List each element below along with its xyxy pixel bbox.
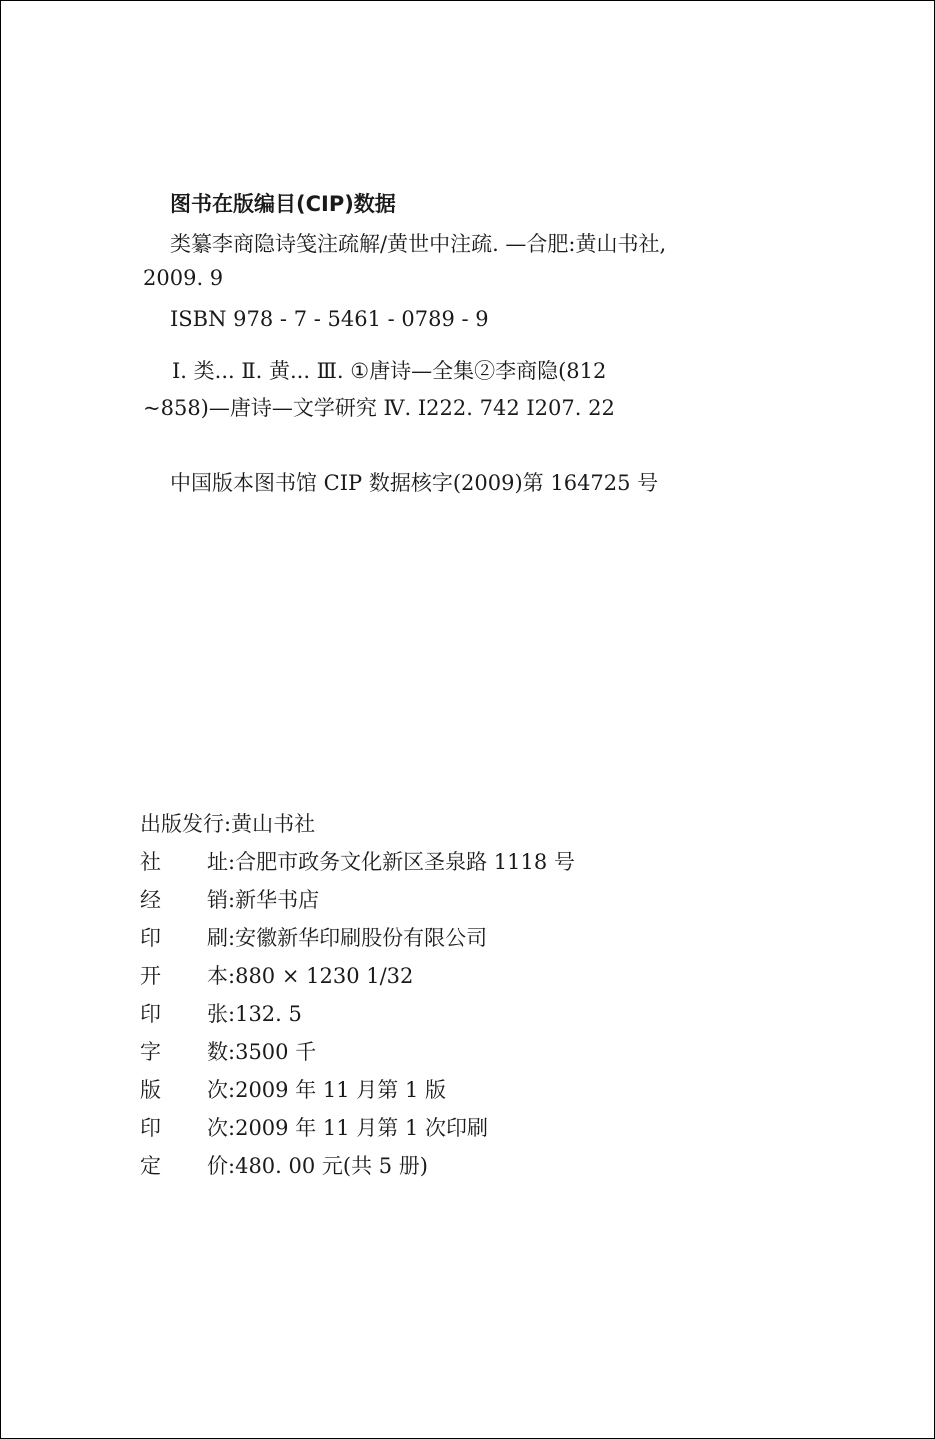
label-char: 价 [207, 1154, 228, 1178]
publication-row-label [140, 886, 228, 914]
publication-row-value: 黄山书社 [231, 812, 316, 836]
label-char: 开 [140, 964, 161, 988]
cip-record-line-1: 类纂李商隐诗笺注疏解/黄世中注疏. —合肥:黄山书社, [170, 232, 667, 256]
publication-row-value: 合肥市政务文化新区圣泉路 1118 号 [235, 850, 575, 874]
label-char: 字 [140, 1040, 161, 1064]
label-char: 址 [207, 850, 228, 874]
publication-row-colon: : [228, 1040, 236, 1064]
publication-row-value: 2009 年 11 月第 1 次印刷 [235, 1116, 488, 1140]
publication-row-value: 3500 千 [235, 1040, 317, 1064]
label-char: 社 [140, 850, 161, 874]
publication-row-value: 2009 年 11 月第 1 版 [235, 1078, 446, 1102]
cip-number: 中国版本图书馆 CIP 数据核字(2009)第 164725 号 [170, 471, 659, 495]
publication-row [140, 810, 315, 838]
publication-row-colon: : [228, 888, 236, 912]
cip-record-line-2: 2009. 9 [143, 266, 224, 290]
label-char: 印 [140, 1116, 161, 1140]
publication-row-value: 安徽新华印刷股份有限公司 [235, 926, 488, 950]
label-char: 定 [140, 1154, 161, 1178]
publication-row-value: 132. 5 [235, 1002, 302, 1026]
label-char: 经 [140, 888, 161, 912]
label-char: 版 [140, 1078, 161, 1102]
publication-row-label [140, 1114, 228, 1142]
publication-row [140, 1076, 446, 1104]
publication-row-colon: : [228, 926, 236, 950]
publication-row-label [140, 1000, 228, 1028]
cip-classification-line-1: Ⅰ. 类... Ⅱ. 黄... Ⅲ. ①唐诗—全集②李商隐(812 [172, 359, 607, 383]
publication-row [140, 886, 319, 914]
publication-row [140, 848, 575, 876]
publication-row [140, 924, 487, 952]
cip-classification-line-2: ~858)—唐诗—文学研究 Ⅳ. I222. 742 I207. 22 [143, 396, 615, 420]
publication-row-label [140, 924, 228, 952]
cip-isbn: ISBN 978 - 7 - 5461 - 0789 - 9 [170, 307, 489, 331]
publication-row-label [140, 962, 228, 990]
publication-row-colon: : [224, 812, 232, 836]
label-char: 次 [207, 1116, 228, 1140]
publication-row [140, 1152, 428, 1180]
publication-row-label [140, 848, 228, 876]
publication-row [140, 1000, 302, 1028]
label-char: 次 [207, 1078, 228, 1102]
cip-title: 图书在版编目(CIP)数据 [170, 192, 396, 216]
publication-row-colon: : [228, 850, 236, 874]
publication-row-colon: : [228, 1002, 236, 1026]
label-char: 销 [207, 888, 228, 912]
publication-row-label [140, 1038, 228, 1066]
publication-row [140, 1114, 488, 1142]
label-char: 印 [140, 926, 161, 950]
publication-row-colon: : [228, 1116, 236, 1140]
publication-row-colon: : [228, 1078, 236, 1102]
publication-row-label [140, 1152, 228, 1180]
publication-row-value: 480. 00 元(共 5 册) [235, 1154, 429, 1178]
publication-row-value: 新华书店 [235, 888, 320, 912]
publication-row-label [140, 1076, 228, 1104]
label-char: 本 [207, 964, 228, 988]
publication-row-label: 出版发行 [140, 812, 224, 836]
label-char: 数 [207, 1040, 228, 1064]
publication-row [140, 962, 413, 990]
publication-row [140, 1038, 316, 1066]
label-char: 印 [140, 1002, 161, 1026]
label-char: 刷 [207, 926, 228, 950]
publication-row-value: 880 × 1230 1/32 [235, 964, 414, 988]
publication-row-colon: : [228, 964, 236, 988]
label-char: 张 [207, 1002, 228, 1026]
publication-row-colon: : [228, 1154, 236, 1178]
